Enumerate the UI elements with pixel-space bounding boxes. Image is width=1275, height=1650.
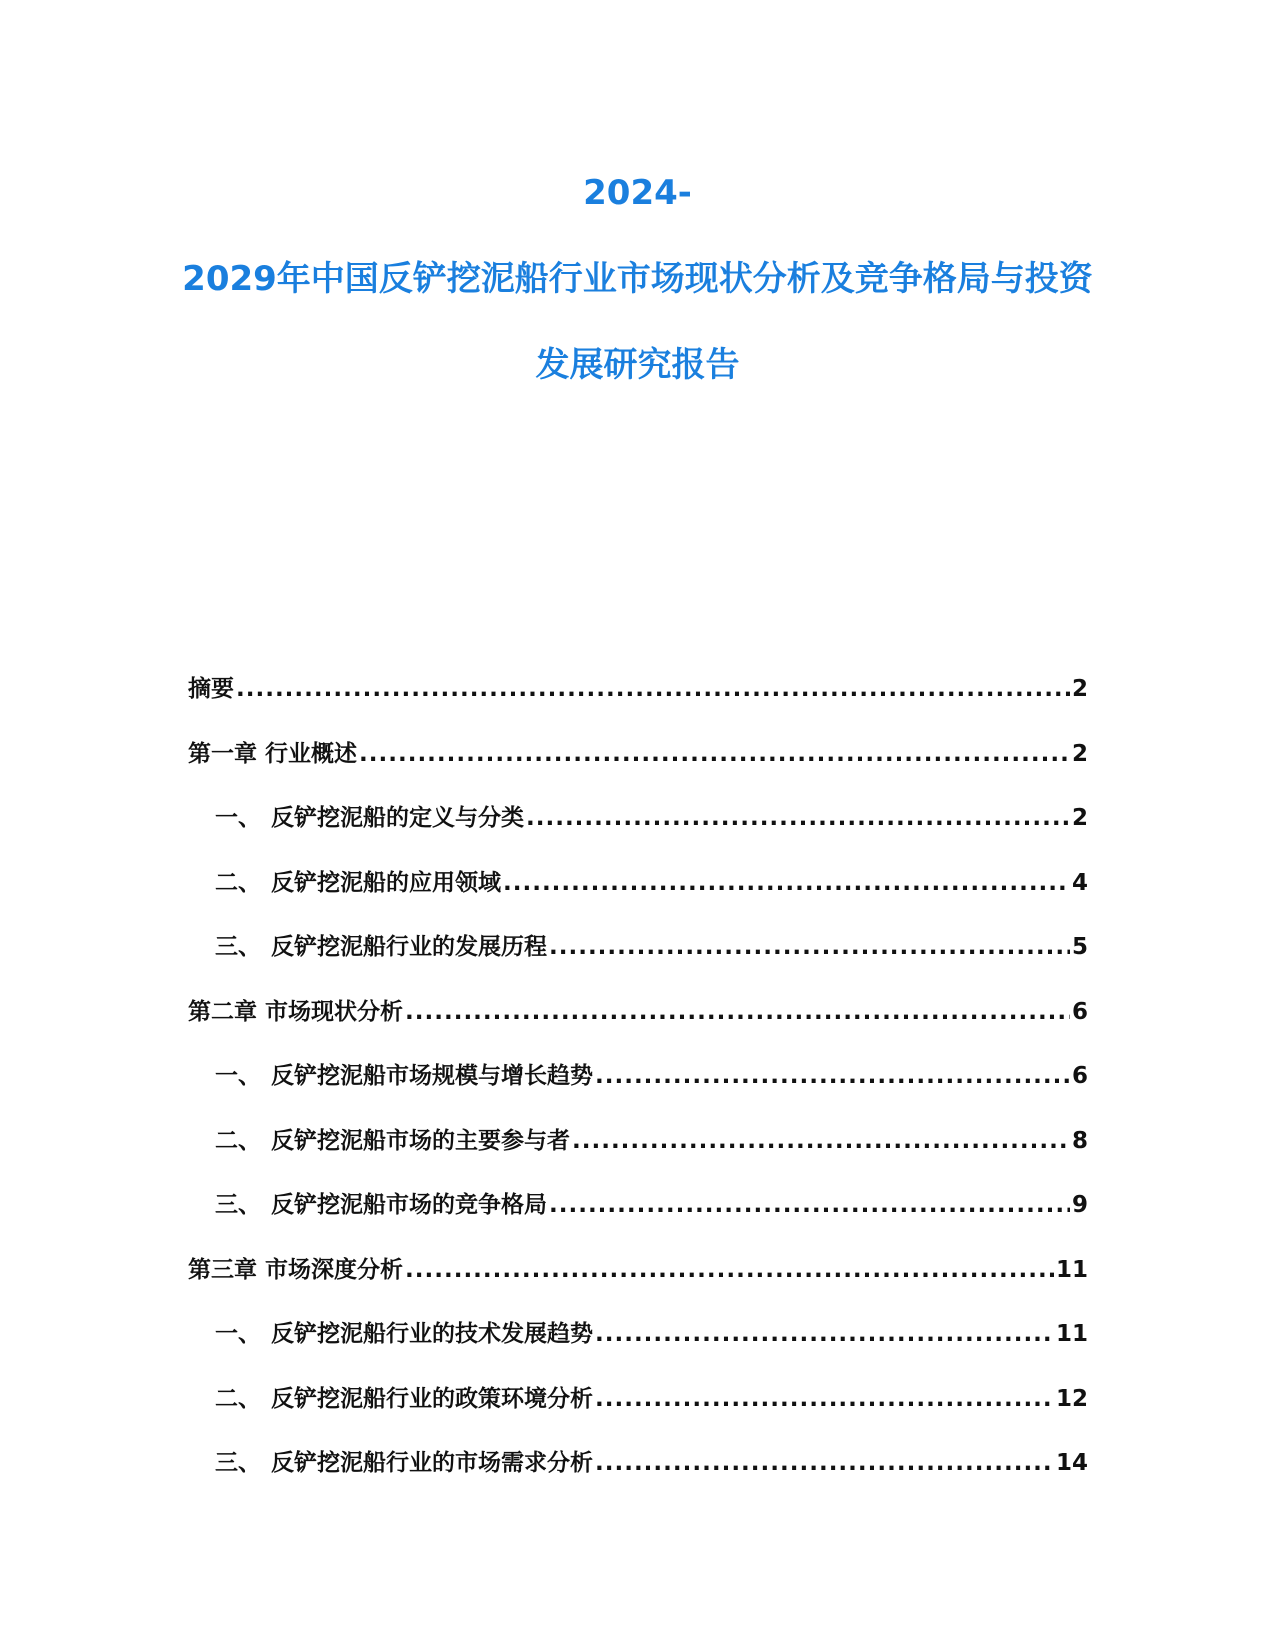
toc-entry-label: 反铲挖泥船市场的主要参与者 <box>271 1127 570 1154</box>
toc-entry-label: 反铲挖泥船行业的技术发展趋势 <box>271 1321 593 1347</box>
title-line-2: 2029年中国反铲挖泥船行业市场现状分析及竞争格局与投资 <box>182 259 1093 299</box>
toc-dot-leader <box>572 1128 1070 1154</box>
toc-entry-number: 二、 <box>215 1127 261 1154</box>
toc-entry[interactable] <box>188 735 1088 800</box>
toc-entry-label: 反铲挖泥船的应用领域 <box>271 869 501 896</box>
toc-dot-leader <box>549 934 1070 960</box>
toc-entry[interactable] <box>188 1186 1088 1251</box>
toc-dot-leader <box>236 676 1070 702</box>
toc-page-number: 5 <box>1071 934 1088 960</box>
toc-entry-label: 第二章 市场现状分析 <box>188 998 404 1025</box>
toc-entry-label: 反铲挖泥船市场的竞争格局 <box>271 1192 547 1218</box>
toc-entry[interactable] <box>188 1315 1088 1380</box>
toc-entry-label: 反铲挖泥船行业的政策环境分析 <box>271 1385 593 1412</box>
toc-entry-number: 一、 <box>215 1063 261 1089</box>
toc-page-number: 2 <box>1071 805 1088 831</box>
toc-entry-number: 二、 <box>215 1385 261 1412</box>
toc-page-number: 2 <box>1071 740 1088 767</box>
table-of-contents <box>188 670 1088 1509</box>
toc-entry-label: 第一章 行业概述 <box>188 740 358 767</box>
title-line-3: 发展研究报告 <box>535 345 740 385</box>
toc-dot-leader <box>359 741 1070 767</box>
toc-entry-label: 第三章 市场深度分析 <box>188 1256 404 1283</box>
report-title <box>0 150 1275 408</box>
toc-entry-label: 反铲挖泥船市场规模与增长趋势 <box>271 1063 593 1089</box>
toc-page-number: 4 <box>1071 869 1088 896</box>
toc-page-number: 6 <box>1071 1063 1088 1089</box>
toc-dot-leader <box>405 999 1070 1025</box>
toc-entry[interactable] <box>188 1380 1088 1445</box>
toc-page-number: 6 <box>1071 998 1088 1025</box>
toc-entry-number: 三、 <box>215 1450 261 1476</box>
toc-entry[interactable] <box>188 1444 1088 1509</box>
toc-entry-number: 二、 <box>215 869 261 896</box>
toc-entry-label: 反铲挖泥船行业的发展历程 <box>271 934 547 960</box>
title-line-1: 2024- <box>583 173 692 213</box>
toc-entry[interactable] <box>188 1122 1088 1187</box>
toc-page-number: 12 <box>1055 1385 1088 1412</box>
toc-entry-label: 摘要 <box>188 676 234 702</box>
toc-dot-leader <box>526 805 1070 831</box>
toc-entry[interactable] <box>188 1057 1088 1122</box>
toc-page-number: 14 <box>1055 1450 1088 1476</box>
toc-entry-number: 三、 <box>215 934 261 960</box>
toc-dot-leader <box>595 1321 1054 1347</box>
toc-entry-number: 一、 <box>215 805 261 831</box>
toc-dot-leader <box>595 1386 1054 1412</box>
toc-entry[interactable] <box>188 670 1088 735</box>
toc-dot-leader <box>503 870 1070 896</box>
toc-entry-label: 反铲挖泥船的定义与分类 <box>271 805 524 831</box>
toc-dot-leader <box>595 1063 1070 1089</box>
toc-dot-leader <box>595 1450 1054 1476</box>
toc-entry[interactable] <box>188 1251 1088 1316</box>
toc-dot-leader <box>549 1192 1070 1218</box>
toc-dot-leader <box>405 1257 1054 1283</box>
toc-entry-number: 三、 <box>215 1192 261 1218</box>
toc-entry[interactable] <box>188 993 1088 1058</box>
toc-entry[interactable] <box>188 928 1088 993</box>
toc-page-number: 8 <box>1071 1127 1088 1154</box>
toc-page-number: 11 <box>1055 1256 1088 1283</box>
toc-page-number: 11 <box>1055 1321 1088 1347</box>
toc-page-number: 2 <box>1071 676 1088 702</box>
toc-entry-label: 反铲挖泥船行业的市场需求分析 <box>271 1450 593 1476</box>
toc-entry-number: 一、 <box>215 1321 261 1347</box>
toc-entry[interactable] <box>188 864 1088 929</box>
toc-entry[interactable] <box>188 799 1088 864</box>
toc-page-number: 9 <box>1071 1192 1088 1218</box>
